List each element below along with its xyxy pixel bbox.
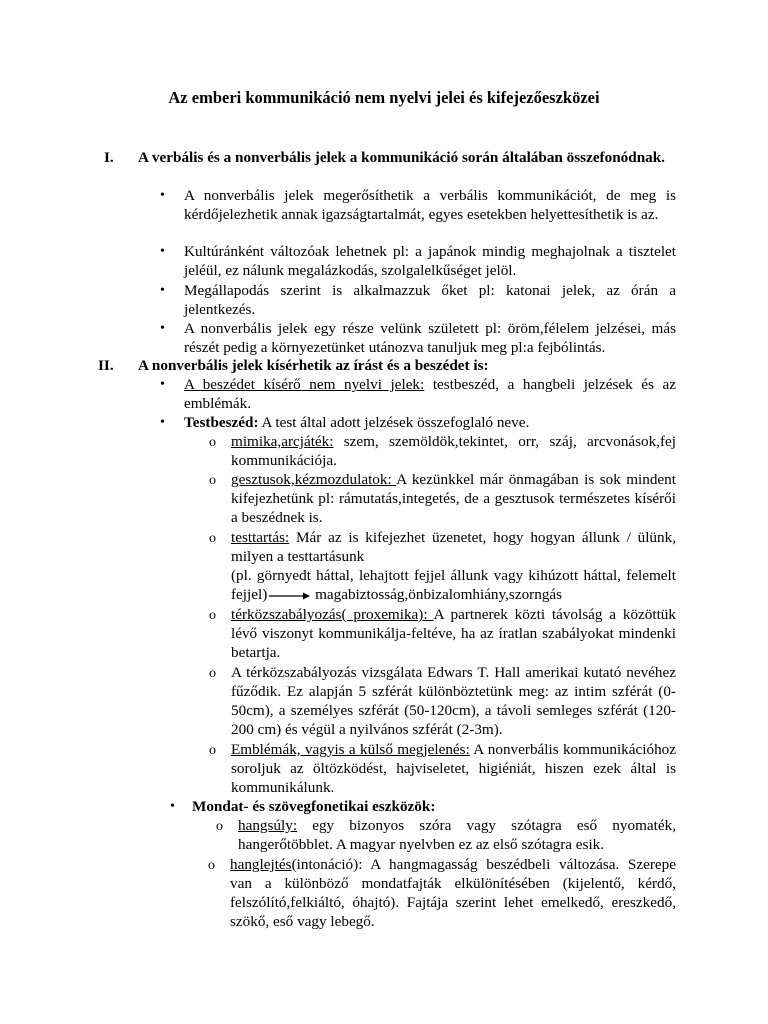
text: A test által adott jelzések összefoglaló neve. bbox=[258, 414, 530, 431]
section-1-heading: A verbális és a nonverbális jelek a kommunikáció során általában összefonódnak. bbox=[138, 149, 665, 166]
text: (intonáció): A hangmagasság beszédbeli változása. Szerepe van a különböző mondatfajták elkülönítésében (kijelentő, kérdő, felszólító,felkiáltó, óhajtó). Fajtája szerint lehet emelkedő, ereszkedő, szökő, eső vagy lebegő. bbox=[230, 856, 676, 930]
sub-item-hangsuly bbox=[238, 816, 676, 854]
text: A kezünkkel már önmagában is sok mindent kifejezhetünk pl: rámutatás,integetés, de a gesztusok természetes kísérői a beszédnek is. bbox=[231, 471, 676, 526]
circle-glyph: o bbox=[209, 666, 216, 681]
circle-glyph: o bbox=[209, 435, 216, 450]
text: A nonverbális kommunikációhoz soroljuk az öltözködést, hajviseletet, higiéniát, hiszen ezek által is kommunikálunk. bbox=[231, 741, 677, 796]
section-2-heading: A nonverbális jelek kísérhetik az írást és a beszédet is: bbox=[138, 357, 489, 374]
bullet-glyph: • bbox=[160, 283, 165, 298]
section-2-item-2 bbox=[184, 413, 676, 432]
section-1-numeral: I. bbox=[104, 149, 114, 166]
bullet-glyph: • bbox=[160, 244, 165, 259]
sub-item-gesztus bbox=[231, 470, 676, 527]
sub-item-testtartas bbox=[231, 528, 676, 604]
example: (pl. görnyedt háttal, lehajtott fejjel állunk vagy kihúzott háttal, felemelt fejjel) bbox=[231, 567, 676, 603]
section-2-item-1 bbox=[184, 375, 676, 413]
sub-item-hall: A térközszabályozás vizsgálata Edwars T. Hall amerikai kutató nevéhez fűződik. Ez alapján 5 szférát különböztetünk meg: az intim szférát (0-50cm), a személyes szférát (50-120cm), a távoli semleges szférát (120-200 cm) és végül a nyilvános szférát (2-3m). bbox=[231, 664, 676, 738]
document-title: Az emberi kommunikáció nem nyelvi jelei és kifejezőeszközei bbox=[168, 88, 600, 107]
text: Már az is kifejezhet üzenetet, hogy hogyan állunk / ülünk, milyen a testtartásunk bbox=[231, 529, 676, 565]
bullet-glyph: • bbox=[160, 321, 165, 336]
text: testbeszéd, a hangbeli jelzések és az emblémák. bbox=[184, 376, 676, 412]
bullet-glyph: • bbox=[160, 415, 165, 430]
text: egy bizonyos szóra vagy szótagra eső nyomaték, hangerőtöbblet. A magyar nyelvben ez az első szótagra esik. bbox=[238, 817, 676, 853]
term: A beszédet kísérő nem nyelvi jelek: bbox=[184, 376, 425, 393]
result: magabiztosság,önbizalomhiány,szorngás bbox=[311, 586, 563, 603]
sub-item-hanglejtes bbox=[230, 855, 676, 931]
right-arrow-icon bbox=[267, 591, 311, 601]
text: A partnerek közti távolság a közöttük lévő viszonyt kommunikálja-feltéve, ha az íratlan szabályokat mindenki betartja. bbox=[231, 606, 676, 661]
term: mimika,arcjáték: bbox=[231, 433, 334, 450]
circle-glyph: o bbox=[216, 819, 223, 834]
term: Testbeszéd: bbox=[184, 414, 259, 431]
section-1-item-4: A nonverbális jelek egy része velünk született pl: öröm,félelem jelzései, más részét pedig a környezetünket utánozva tanuljuk meg pl:a fejbólintás. bbox=[184, 320, 676, 356]
term: térközszabályozás( proxemika): bbox=[231, 606, 434, 623]
sub-item-mimika bbox=[231, 432, 676, 470]
bullet-glyph: • bbox=[160, 188, 165, 203]
circle-glyph: o bbox=[208, 858, 215, 873]
bullet-glyph: • bbox=[160, 377, 165, 392]
term: hangsúly: bbox=[238, 817, 298, 834]
term: hanglejtés bbox=[230, 856, 292, 873]
term: testtartás: bbox=[231, 529, 290, 546]
section-1-item-3: Megállapodás szerint is alkalmazzuk őket pl: katonai jelek, az órán a jelentkezés. bbox=[184, 282, 676, 318]
circle-glyph: o bbox=[209, 608, 216, 623]
circle-glyph: o bbox=[209, 531, 216, 546]
term: gesztusok,kézmozdulatok: bbox=[231, 471, 397, 488]
heading: Mondat- és szövegfonetikai eszközök: bbox=[192, 798, 436, 815]
circle-glyph: o bbox=[209, 473, 216, 488]
section-1-item-2: Kultúránként változóak lehetnek pl: a japánok mindig meghajolnak a tisztelet jeléül, ez nálunk megalázkodás, szolgalelkűséget jelöl. bbox=[184, 243, 676, 279]
bullet-glyph: • bbox=[170, 799, 175, 814]
circle-glyph: o bbox=[209, 743, 216, 758]
section-2-numeral: II. bbox=[98, 357, 114, 374]
sub-item-terkoz bbox=[231, 605, 676, 662]
sub-item-emblemak bbox=[231, 740, 676, 797]
section-2-item-3 bbox=[192, 797, 676, 816]
term: Emblémák, vagyis a külső megjelenés: bbox=[231, 741, 470, 758]
text: szem, szemöldök,tekintet, orr, száj, arcvonások,fej kommunikációja. bbox=[231, 433, 676, 469]
section-1-item-1: A nonverbális jelek megerősíthetik a verbális kommunikációt, de meg is kérdőjelezhetik annak igazságtartalmát, egyes esetekben helyettesíthetik is az. bbox=[184, 187, 676, 223]
